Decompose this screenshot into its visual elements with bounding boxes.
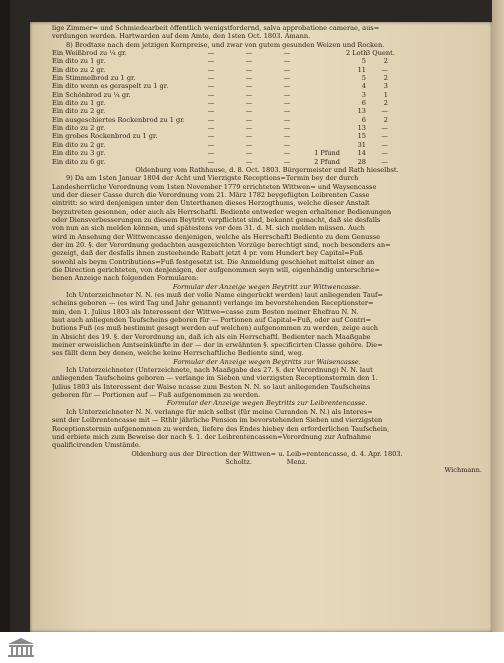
bread-dash: — bbox=[245, 57, 253, 66]
document-text bbox=[52, 24, 482, 475]
bread-row bbox=[52, 91, 482, 99]
bread-weight-pfund bbox=[306, 124, 340, 132]
bread-weight-pfund bbox=[306, 74, 340, 82]
bread-dash: — bbox=[207, 74, 215, 83]
bread-row bbox=[52, 124, 482, 132]
bread-item-label: Ein dito wenn es geraspelt zu 1 gr. bbox=[52, 82, 169, 91]
bread-dash: — bbox=[207, 49, 215, 58]
bread-weight-loth: 5 bbox=[361, 74, 366, 83]
form3-line: Receptionstermin aufgenommen zu werden, liefere des Endes hiebey den erforderlichen Taufschein, bbox=[52, 424, 390, 433]
para9-line: oder Diensverbesserungen zu diesem Beytritt verpflichtet sind, bekannt gemacht, daß sie desfalls bbox=[52, 215, 381, 224]
bread-weight-loth: 5 bbox=[361, 57, 366, 66]
bread-weight-loth: 28 bbox=[357, 157, 366, 166]
bread-weight-quent: 1 bbox=[383, 90, 388, 99]
bread-weight-quent: 2 bbox=[383, 57, 388, 66]
bread-dash: — bbox=[245, 74, 253, 83]
bread-item-label: Ein grobes Rockenbrod zu 1 gr. bbox=[52, 132, 158, 141]
intro-line: lige Zimmer= und Schmiedearbeit öffentlich wenigstfordernd, salva approbatione camerae, aus= bbox=[52, 24, 380, 32]
bread-weight-pfund bbox=[306, 116, 340, 124]
bread-weight-loth: 11 bbox=[357, 65, 366, 74]
form1-title: Formular der Anzeige wegen Beytritt zur Wittwencasse. bbox=[172, 282, 362, 291]
form1-line: min, den 1. Julius 1803 als Interessent der Wittwe=casse zum Besten meiner Ehefrau N. N. bbox=[52, 307, 359, 316]
signature-menz: Menz. bbox=[286, 457, 308, 466]
form3-line: und erbiete mich zum Beweise der nach §. 1. der Leibrentencassen=Verordnung zur Aufnahme bbox=[52, 432, 372, 441]
bread-weight-pfund: 1 Pfund bbox=[314, 149, 340, 158]
bread-weight-loth: 2 Loth bbox=[346, 49, 368, 58]
bread-dash: — bbox=[207, 99, 215, 108]
bread-dash: — bbox=[207, 57, 215, 66]
bread-item-label: Ein dito zu 1 gr. bbox=[52, 99, 106, 108]
bread-weight-quent: 3 Quent. bbox=[366, 49, 395, 58]
bread-dash: — bbox=[207, 65, 215, 74]
para9-line: sowohl als beym Contributions=Fuß festgesetzt ist. Die Anmeldung geschiehet mittelst einer an bbox=[52, 257, 375, 266]
bread-weight-pfund: 2 Pfund bbox=[314, 157, 340, 166]
bread-weight-pfund bbox=[306, 82, 340, 90]
bread-weight-loth: 13 bbox=[357, 124, 366, 133]
form2-line: anliegenden Taufscheins geboren — verlange im Sieben und vierzigsten Receptionstermin den 1. bbox=[52, 374, 378, 383]
form3-title: Formular der Anzeige wegen Beytritts zur Leibrentencasse. bbox=[166, 399, 368, 408]
bread-item-label: Ein dito zu 2 gr. bbox=[52, 140, 106, 149]
bread-dash: — bbox=[283, 124, 291, 133]
bread-dash: — bbox=[283, 90, 291, 99]
form2-line: Ich Unterzeichneter (Unterzeichnete, nach Maaßgabe des 27. §. der Verordnung) N. N. laut bbox=[66, 366, 373, 375]
form1-line: butions Fuß (es muß bestimmt gesagt werden auf welchen) aufgenommen zu werden, zeige auch bbox=[52, 324, 379, 333]
bread-item-label: Ein Stimmelbrod zu 1 gr. bbox=[52, 74, 136, 83]
para9-line: der im 20. §. der Verordnung gedachten ausgezeichten Vorzüge berechtigt sind, noch besonders an= bbox=[52, 240, 391, 249]
bread-weight-loth: 4 bbox=[361, 82, 366, 91]
bread-weight-quent: 2 bbox=[383, 115, 388, 124]
bread-row bbox=[52, 158, 482, 166]
para9-line: Landesherrliche Verordnung vom 1sten November 1779 errichteten Wittwen= und Waysencasse bbox=[52, 182, 377, 191]
bread-dash: — bbox=[207, 107, 215, 116]
bread-weight-pfund bbox=[306, 141, 340, 149]
bread-dash: — bbox=[283, 74, 291, 83]
bread-weight-pfund bbox=[306, 49, 340, 57]
para9-line: benen Anzeige nach folgenden Formularen: bbox=[52, 274, 199, 283]
bread-dash: — bbox=[245, 107, 253, 116]
bread-weight-loth: 13 bbox=[357, 107, 366, 116]
bread-row bbox=[52, 116, 482, 124]
bread-dash: — bbox=[207, 149, 215, 158]
form2-title: Formular der Anzeige wegen Beytritts zur Waisencasse. bbox=[173, 357, 361, 366]
bread-weight-quent: — bbox=[381, 107, 388, 116]
bread-dash: — bbox=[207, 82, 215, 91]
library-building-icon bbox=[6, 636, 36, 658]
form1-line: Ich Unterzeichneter N. N. (es muß der volle Name eingerückt werden) laut anliegenden Tauf= bbox=[66, 291, 383, 299]
bread-item-label: Ein dito zu 2 gr. bbox=[52, 124, 106, 133]
bread-weight-quent: — bbox=[381, 157, 388, 166]
bread-dash: — bbox=[245, 49, 253, 58]
bread-dash: — bbox=[283, 157, 291, 166]
bread-weight-pfund bbox=[306, 132, 340, 140]
bread-dash: — bbox=[245, 132, 253, 141]
bread-tax-signoff: Oldenburg vom Rathhause, d. 8. Oct. 1803. Bürgermeister und Rath hieselbst. bbox=[135, 165, 399, 174]
form2-line: Julius 1803 als Interessent der Waise ncasse zum Besten N. N. so laut anliegenden Taufscheins bbox=[52, 382, 371, 391]
bread-dash: — bbox=[245, 82, 253, 91]
bread-dash: — bbox=[245, 149, 253, 158]
bread-row bbox=[52, 74, 482, 82]
bread-dash: — bbox=[245, 124, 253, 133]
form1-line: meiner erweislichen Amtseinkünfte in der — der in erwähnten §. specificirten Classe gehöre. Die= bbox=[52, 341, 383, 350]
bread-tax-heading: 8) Brodtaxe nach dem jetzigen Kornpreise, und zwar von gutem gesunden Weizen und Rocken. bbox=[66, 40, 385, 49]
para9-line: 9) Da am 1sten Januar 1804 der Acht und Vierzigste Receptions=Termin bey der durch bbox=[66, 174, 359, 183]
scan-right-edge bbox=[492, 0, 504, 640]
form1-line: ses fällt denn bey denen, welche keine Herrschaftliche Bediente sind, weg. bbox=[52, 349, 304, 358]
bread-item-label: Ein dito zu 1 gr. bbox=[52, 57, 106, 66]
bread-dash: — bbox=[245, 157, 253, 166]
viewer-footer bbox=[0, 632, 504, 663]
bread-dash: — bbox=[245, 99, 253, 108]
bread-dash: — bbox=[245, 140, 253, 149]
bread-row bbox=[52, 132, 482, 140]
bread-weight-pfund bbox=[306, 57, 340, 65]
form3-line: sent der Leibrentencasse mit — Rthlr jährliche Pension im bevorstehenden Sieben und vierzigsten bbox=[52, 416, 383, 425]
form1-line: scheins geboren — (es wird Tag und Jahr genannt) verlange im bevorstehenden Receptionster= bbox=[52, 299, 374, 308]
para9-line: eintritt: so wird denjenigen unter den Unterthanen dieses Herzogthums, welche dieser Anstalt bbox=[52, 199, 370, 208]
form1-line: in Absicht des 19. §. der Verordnung an, daß ich als ein Herrschaftl. Bedienter nach Maaßgabe bbox=[52, 332, 371, 341]
bread-dash: — bbox=[283, 82, 291, 91]
form2-line: geboren für — Portionen auf — Fuß aufgenommen zu werden. bbox=[52, 391, 261, 400]
bread-row bbox=[52, 107, 482, 115]
scan-left-edge bbox=[0, 0, 10, 640]
bread-dash: — bbox=[283, 140, 291, 149]
bread-dash: — bbox=[283, 107, 291, 116]
bread-dash: — bbox=[283, 132, 291, 141]
para9-line: gezeigt, daß der desfalls ihnen zusteehende Rabatt jetzt 4 pr. vom Hundert bey Capital=Fuß bbox=[52, 249, 363, 258]
bread-dash: — bbox=[283, 115, 291, 124]
bread-item-label: Ein dito zu 3 gr. bbox=[52, 149, 106, 158]
bread-row bbox=[52, 49, 482, 57]
last-signature-row bbox=[52, 466, 482, 474]
bread-weight-pfund bbox=[306, 107, 340, 115]
bread-dash: — bbox=[207, 140, 215, 149]
bread-dash: — bbox=[245, 65, 253, 74]
para9-line: die Direction gerichteten, von denjenigen, der aufgenommen seyn will, eigenhändig unterschrie= bbox=[52, 265, 380, 274]
bread-weight-loth: 3 bbox=[361, 90, 366, 99]
bread-dash: — bbox=[207, 157, 215, 166]
bread-dash: — bbox=[207, 90, 215, 99]
bread-dash: — bbox=[283, 99, 291, 108]
bread-weight-quent: — bbox=[381, 124, 388, 133]
bread-item-label: Ein dito zu 6 gr. bbox=[52, 157, 106, 166]
bread-dash: — bbox=[283, 49, 291, 58]
intro-line: verdungen werden. Hartwarden auf dem Amte, den 1sten Oct. 1803. Amann. bbox=[52, 32, 311, 41]
bread-dash: — bbox=[283, 57, 291, 66]
signature-scholtz: Scholtz. bbox=[225, 457, 252, 466]
para9-line: wird in Ansehung der Wittwencasse denjenigen, welche als Herrschaftl Bediente zu dem Genusse bbox=[52, 232, 380, 241]
bread-row bbox=[52, 82, 482, 90]
bread-weight-pfund bbox=[306, 91, 340, 99]
form1-line: laut auch anliegenden Taufscheins geboren für — Portionen auf Capital=Fuß, oder auf Contri= bbox=[52, 316, 372, 325]
bread-weight-loth: 14 bbox=[357, 149, 366, 158]
bread-weight-loth: 31 bbox=[357, 140, 366, 149]
form3-line: qualificirenden Umstände. bbox=[52, 441, 141, 450]
bread-item-label: Ein dito zu 2 gr. bbox=[52, 65, 106, 74]
bread-row bbox=[52, 57, 482, 65]
bread-row bbox=[52, 99, 482, 107]
bread-weight-quent: — bbox=[381, 140, 388, 149]
para9-line: beyzutreten gesonnen, oder auch als Herrschaftl. Bediente entweder wegen erhaltener Bedienungen bbox=[52, 207, 392, 216]
bread-weight-loth: 6 bbox=[361, 99, 366, 108]
document-page bbox=[30, 22, 492, 632]
bread-dash: — bbox=[283, 65, 291, 74]
para9-line: von nun an sich melden können, und spätestens vor dem 31. d. M. sich melden müssen. Auch bbox=[52, 224, 365, 233]
bread-dash: — bbox=[207, 124, 215, 133]
closing-line: Oldenburg aus der Direction der Wittwen= u. Leib=rentencasse, d. 4. Apr. 1803. bbox=[131, 449, 403, 458]
bread-weight-quent: — bbox=[381, 132, 388, 141]
bread-dash: — bbox=[207, 132, 215, 141]
bread-dash: — bbox=[283, 149, 291, 158]
bread-item-label: Ein Weißbrod zu ¼ gr. bbox=[52, 49, 127, 58]
bread-item-label: Ein Schönbrod zu ¼ gr. bbox=[52, 90, 131, 99]
form3-line: Ich Unterzeichneter N. N. verlange für mich selbst (für meine Curanden N. N.) als Interes= bbox=[66, 407, 373, 416]
signature-wichmann: Wichmann. bbox=[444, 466, 482, 475]
bread-weight-pfund bbox=[306, 66, 340, 74]
bread-dash: — bbox=[245, 90, 253, 99]
para9-line: und der dieser Casse durch die Verordnung vom 21. März 1782 beygefügten Leibrenten Casse bbox=[52, 190, 370, 199]
bread-dash: — bbox=[245, 115, 253, 124]
bread-row bbox=[52, 149, 482, 157]
bread-item-label: Ein ausgeschiertes Rockenbrod zu 1 gr. bbox=[52, 115, 185, 124]
bread-weight-quent: 2 bbox=[383, 99, 388, 108]
bread-tax-table bbox=[52, 49, 482, 166]
bread-weight-quent: 2 bbox=[383, 74, 388, 83]
bread-weight-pfund bbox=[306, 99, 340, 107]
bread-weight-quent: — bbox=[381, 149, 388, 158]
bread-row bbox=[52, 141, 482, 149]
bread-dash: — bbox=[207, 115, 215, 124]
bread-weight-loth: 6 bbox=[361, 115, 366, 124]
bread-weight-loth: 15 bbox=[357, 132, 366, 141]
bread-weight-quent: — bbox=[381, 65, 388, 74]
signatures-row bbox=[52, 458, 482, 466]
bread-item-label: Ein dito zu 2 gr. bbox=[52, 107, 106, 116]
bread-weight-quent: 3 bbox=[383, 82, 388, 91]
bread-row bbox=[52, 66, 482, 74]
